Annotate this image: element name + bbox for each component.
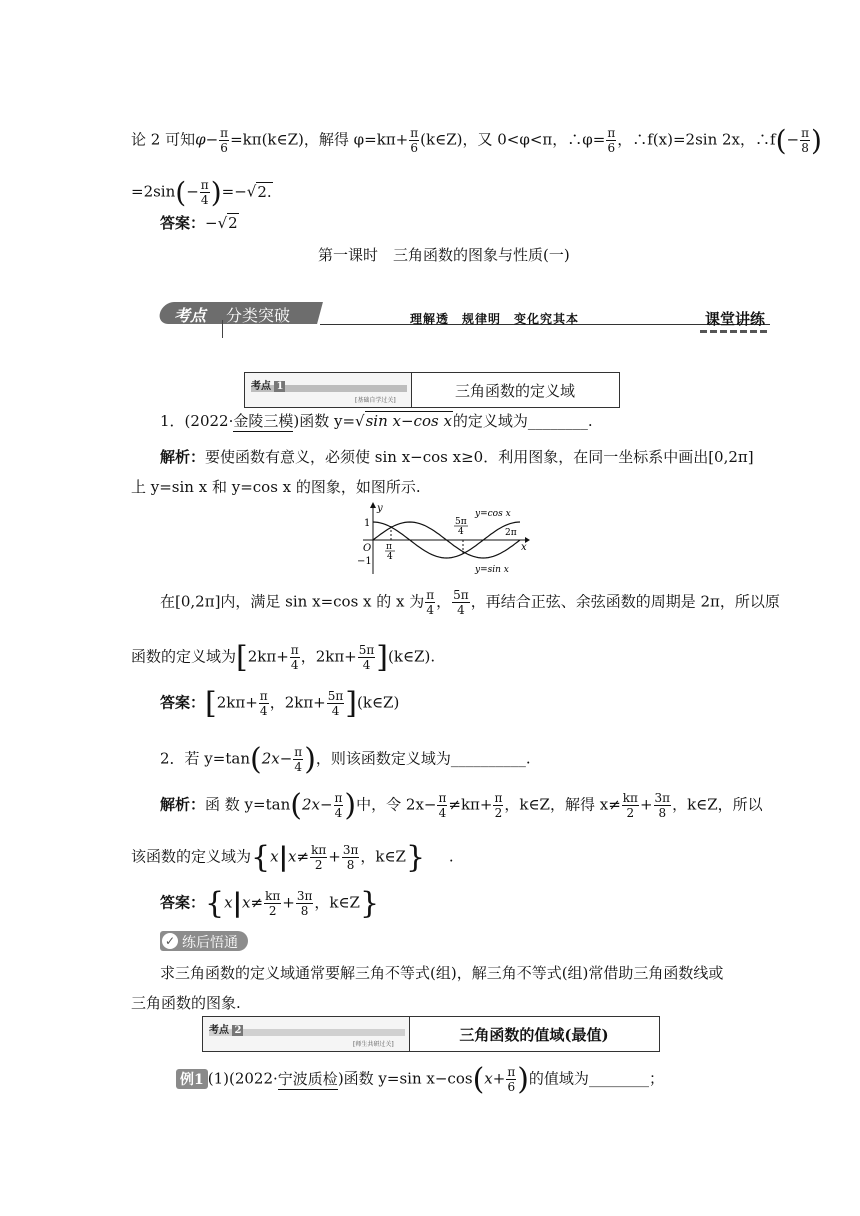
q2-analysis-2: 该函数的定义域为{x|x≠ $\frac{k\pi}{2}$ + $\frac{3\pi}{8}$ ，k∈Z} . — [131, 840, 454, 875]
text: φ− — [195, 130, 219, 149]
text: =− — [221, 182, 247, 201]
tip-badge — [160, 931, 252, 953]
sin-label: y=sin x — [475, 565, 509, 575]
answer-blank: ________ — [527, 412, 588, 430]
topic-1-tag: 考点 1 — [251, 381, 284, 392]
x-label: x — [521, 542, 527, 553]
answer-blank: __________ — [450, 749, 526, 768]
fraction: $\frac{\pi}{8}$ — [801, 126, 809, 155]
banner-dashes — [700, 330, 768, 333]
top-line-1: 论 2 可知φ− $\frac{\pi}{6}$ =kπ(k∈Z)，解得 φ=kπ+ $\frac{\pi}{6}$ (k∈Z)，又 0<φ<π，∴φ= $\frac{\pi}{6}$ ，∴f(x)=2sin 2x，∴f(− $\frac{\pi}{8}$ ) — [131, 124, 822, 157]
q1-analysis-1: 解析：要使函数有意义，必须使 sin x−cos x≥0．利用图象，在同一坐标系中画出[0,2π] — [160, 448, 754, 466]
text: (k∈Z)，又 0<φ<π，∴φ= — [420, 130, 606, 149]
example-badge: 例1 — [176, 1069, 208, 1089]
banner-left-label: 考点 — [174, 306, 207, 325]
fraction: $\frac{\pi}{6}$ — [607, 126, 616, 155]
sqrt: 2. — [257, 182, 272, 201]
section-title: 第一课时 三角函数的图象与性质(一) — [318, 246, 570, 264]
q1-analysis-3: 在[0,2π]内，满足 sin x=cos x 的 x 为 $\frac{\pi}{4}$ ， $\frac{5\pi}{4}$ ，再结合正弦、余弦函数的周期是 2π，所以原 — [160, 588, 780, 617]
tip-text-2: 三角函数的图象. — [131, 994, 241, 1012]
text: − — [205, 214, 218, 232]
fraction: $\frac{\pi}{6}$ — [410, 126, 419, 155]
topic-1-tag-area — [245, 373, 412, 407]
tip-badge-label: 练后悟通 — [182, 935, 238, 951]
neg-one-label: −1 — [357, 556, 372, 567]
banner-divider — [222, 320, 223, 338]
one-label: 1 — [364, 518, 371, 529]
answer-blank: ________ — [588, 1069, 649, 1088]
check-icon: ✓ — [162, 933, 178, 949]
y-label: y — [377, 503, 383, 514]
section-banner — [160, 302, 770, 336]
example-1: 例1 (1)(2022·宁波质检)函数 y=sin x−cos(x+ $\frac{\pi}{6}$ )的值域为________； — [176, 1062, 664, 1097]
topic-1-title: 三角函数的定义域 — [454, 382, 575, 400]
banner-left-label2: 分类突破 — [226, 306, 291, 325]
pi4-label: π — [386, 542, 392, 552]
banner-middle: 理解透 规律明 变化究其本 — [410, 312, 580, 326]
q2-stem: 2．若 y=tan(2x− $\frac{\pi}{4}$ )，则该函数定义域为__________. — [160, 742, 531, 777]
top-answer: 答案：−√2 — [160, 214, 238, 232]
topic-2-tag: 考点 2 — [209, 1025, 242, 1036]
text: − — [786, 130, 800, 149]
origin-label: O — [363, 543, 372, 554]
text: =kπ(k∈Z)，解得 φ=kπ+ — [230, 130, 409, 149]
banner-right: 课堂讲练 — [705, 310, 766, 328]
text: ，∴f(x)=2sin 2x，∴f — [617, 130, 776, 149]
topic-1-box — [244, 372, 620, 408]
topic-2-title: 三角函数的值域(最值) — [459, 1026, 609, 1044]
text: =2sin — [131, 182, 176, 201]
topic-1-sub: [基础自学过关] — [355, 397, 396, 404]
pi4-den: 4 — [387, 552, 393, 562]
fraction: $\frac{\pi}{4}$ — [200, 178, 209, 207]
q2-analysis-1: 解析：函 数 y=tan(2x− $\frac{\pi}{4}$ )中，令 2x− $\frac{\pi}{4}$ ≠kπ+ $\frac{\pi}{2}$ ，k∈Z，解得 x≠ $\frac{k\pi}{2}$ + $\frac{3\pi}{8}$ ，k∈Z，所以 — [160, 788, 763, 823]
topic-2-tag-area — [203, 1017, 410, 1051]
cos-label: y=cos x — [475, 509, 511, 519]
y-arrow — [370, 502, 376, 508]
2pi-label: 2π — [505, 528, 517, 538]
q1-analysis-2: 上 y=sin x 和 y=cos x 的图象，如图所示. — [131, 478, 421, 496]
tip-text-1: 求三角函数的定义域通常要解三角不等式(组)，解三角不等式(组)常借助三角函数线或 — [160, 964, 724, 982]
q2-answer: 答案：{x|x≠ $\frac{k\pi}{2}$ + $\frac{3\pi}{8}$ ，k∈Z} — [160, 886, 380, 921]
answer-label: 答案： — [160, 214, 206, 232]
topic-2-sub: [师生共研过关] — [353, 1041, 394, 1048]
text: − — [186, 182, 199, 201]
5pi4-label: 5π — [455, 517, 467, 527]
q1-analysis-4: 函数的定义域为[2kπ+ $\frac{\pi}{4}$ ，2kπ+ $\frac{5\pi}{4}$ ](k∈Z). — [131, 640, 436, 675]
top-line-2: =2sin(− $\frac{\pi}{4}$ )=−√2. — [131, 176, 272, 209]
fraction: $\frac{\pi}{6}$ — [220, 126, 229, 155]
sin-cos-graph — [355, 502, 530, 576]
q1-answer: 答案：[2kπ+ $\frac{\pi}{4}$ ，2kπ+ $\frac{5\pi}{4}$ ](k∈Z) — [160, 686, 400, 721]
sqrt: 2 — [228, 214, 238, 232]
q1-stem: 1．(2022·金陵三模)函数 y=√sin x−cos x的定义域为________. — [160, 412, 593, 430]
topic-2-box — [202, 1016, 660, 1052]
text: 论 2 可知 — [131, 130, 196, 149]
sqrt: sin x−cos x — [365, 412, 452, 430]
source-link: 宁波质检 — [277, 1069, 338, 1088]
5pi4-den: 4 — [458, 527, 464, 537]
source-link: 金陵三模 — [233, 412, 294, 430]
